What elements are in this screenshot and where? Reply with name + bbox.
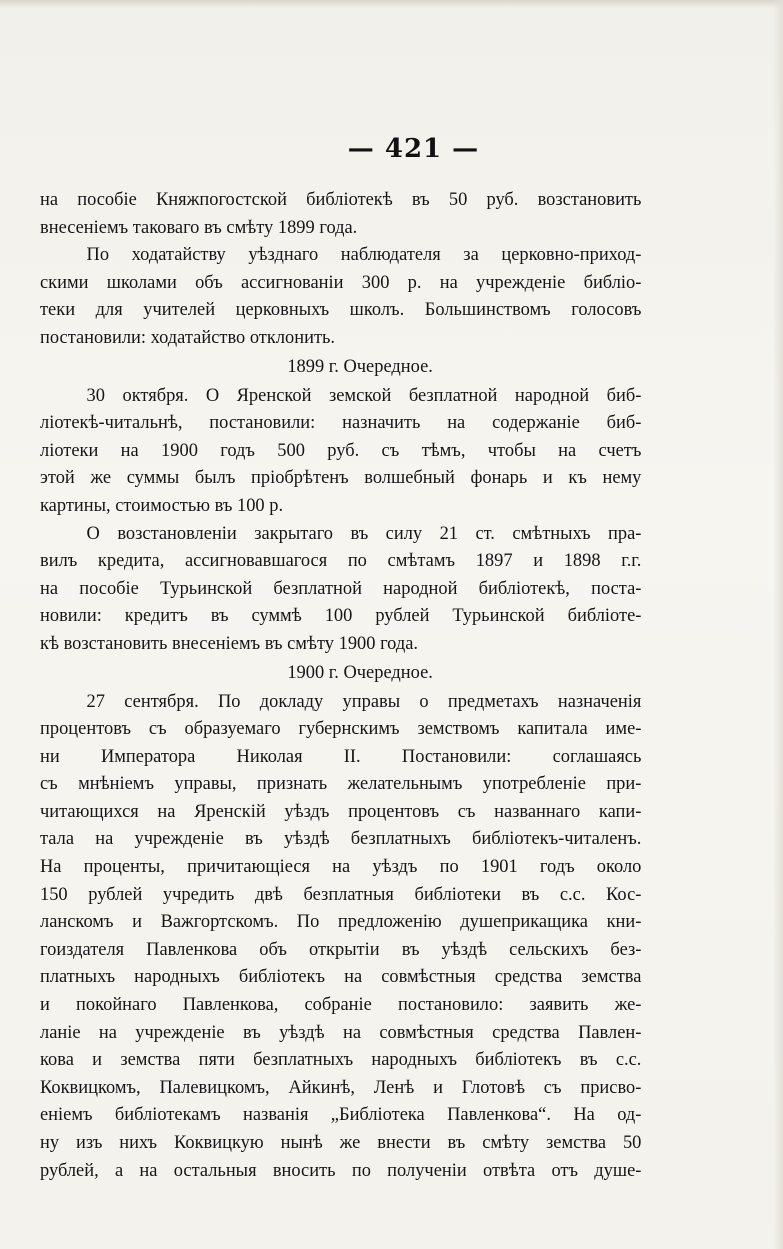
text-line: ланіе на учрежденіе въ уѣздѣ на совмѣстныя средства Павлен- xyxy=(40,1021,642,1043)
text-line: еніемъ библіотекамъ названія „Библіотека Павленкова“. На од- xyxy=(40,1104,642,1126)
text-line: читающихся на Яренскій уѣздъ процентовъ съ названнаго капи- xyxy=(40,800,642,822)
text-line: ліотеки на 1900 годъ 500 руб. съ тѣмъ, чтобы на счетъ xyxy=(40,439,642,461)
text-line: ліотекѣ-читальнѣ, постановили: назначить на содержаніе биб- xyxy=(40,412,642,434)
text-line: ну изъ нихъ Коквицкую нынѣ же внести въ смѣту земства 50 xyxy=(40,1132,642,1153)
text-line: съ мнѣніемъ управы, признать желательнымъ употребленіе при- xyxy=(40,773,642,795)
page-right-shadow xyxy=(773,0,783,1249)
text-line: Коквицкомъ, Палевицкомъ, Айкинѣ, Ленѣ и Глотовѣ съ присво- xyxy=(40,1076,642,1098)
text-line: на пособіе Княжпогостской библіотекѣ въ 50 руб. возстановить xyxy=(40,189,642,210)
text-line: процентовъ съ образуемаго губернскимъ земствомъ капитала име- xyxy=(40,718,642,740)
text-line: кѣ возстановить внесеніемъ въ смѣту 1900 года. xyxy=(40,632,419,654)
text-line: на пособіе Турьинской безплатной народной библіотекѣ, поста- xyxy=(40,577,642,599)
text-line: новили: кредитъ въ суммѣ 100 рублей Турьинской библіоте- xyxy=(40,605,642,627)
text-line: На проценты, причитающіеся на уѣздъ по 1901 годъ около xyxy=(40,856,642,878)
text-line: платныхъ народныхъ библіотекъ на совмѣстныя средства земства xyxy=(40,966,642,988)
section-heading: 1899 г. Очередное. xyxy=(287,355,433,377)
text-line: гоиздателя Павленкова объ открытіи въ уѣздѣ сельскихъ без- xyxy=(40,938,642,960)
text-line: ни Императора Николая II. Постановили: соглашаясь xyxy=(40,745,642,767)
text-line: 30 октября. О Яренской земской безплатной народной биб- xyxy=(86,384,642,406)
text-line: О возстановленіи закрытаго въ силу 21 ст. смѣтныхъ пра- xyxy=(86,522,642,544)
text-line: По ходатайству уѣзднаго наблюдателя за церковно-приход- xyxy=(86,244,642,266)
text-line: ланскомъ и Важгортскомъ. По предложенію душеприкащика кни- xyxy=(40,911,642,933)
section-heading: 1900 г. Очередное. xyxy=(287,661,433,683)
text-line: постановили: ходатайство отклонить. xyxy=(40,326,336,348)
text-line: картины, стоимостью въ 100 р. xyxy=(40,494,284,516)
body-text xyxy=(40,186,641,1184)
text-line: внесеніемъ таковаго въ смѣту 1899 года. xyxy=(40,216,358,238)
text-line: вилъ кредита, ассигновавшагося по смѣтамъ 1897 и 1898 г.г. xyxy=(40,550,642,572)
text-line: теки для учителей церковныхъ школъ. Большинствомъ голосовъ xyxy=(40,299,642,321)
page-number: — 421 — xyxy=(347,134,480,164)
page-top-shadow xyxy=(0,0,783,8)
text-line: кова и земства пяти безплатныхъ народныхъ библіотекъ въ с.с. xyxy=(40,1049,642,1071)
text-line: рублей, а на остальныя вносить по полученіи отвѣта отъ душе- xyxy=(40,1159,642,1181)
text-line: 150 рублей учредить двѣ безплатныя библіотеки въ с.с. Кос- xyxy=(40,883,642,905)
text-line: 27 сентября. По докладу управы о предметахъ назначенія xyxy=(86,690,642,712)
text-line: и покойнаго Павленкова, собраніе постановило: заявить же- xyxy=(40,994,642,1016)
text-line: этой же суммы былъ пріобрѣтенъ волшебный фонарь и къ нему xyxy=(40,467,642,489)
text-line: тала на учрежденіе въ уѣздѣ безплатныхъ библіотекъ-читаленъ. xyxy=(40,828,642,850)
text-line: скими школами объ ассигнованіи 300 р. на учрежденіе библіо- xyxy=(40,271,642,293)
